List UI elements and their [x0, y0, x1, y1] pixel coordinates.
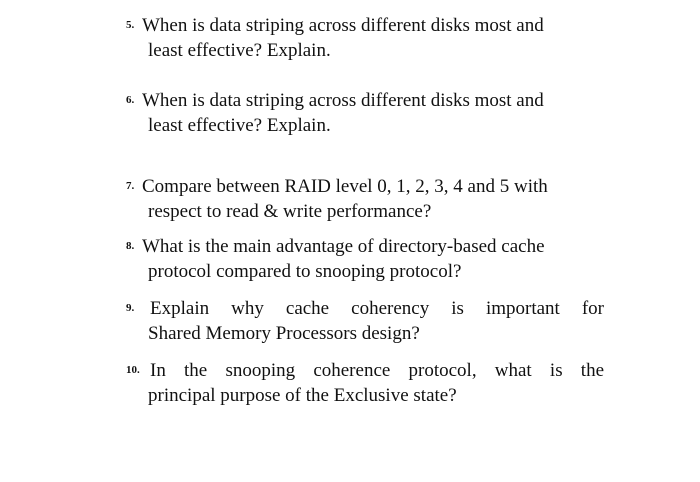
question-7	[126, 174, 601, 224]
question-number: 7.	[126, 180, 135, 192]
question-number: 9.	[126, 302, 135, 314]
question-8	[126, 234, 601, 284]
question-text-line2: least effective? Explain.	[148, 40, 331, 61]
question-text-line1: What is the main advantage of directory-based cache	[142, 236, 545, 257]
question-text-line1: When is data striping across different disks most and	[142, 90, 544, 111]
question-text-line1: When is data striping across different disks most and	[142, 15, 544, 36]
question-text-line2: Shared Memory Processors design?	[148, 323, 420, 344]
question-text-line2: protocol compared to snooping protocol?	[148, 261, 462, 282]
question-text-line1: Compare between RAID level 0, 1, 2, 3, 4 and 5 with	[142, 176, 548, 197]
question-number: 5.	[126, 19, 135, 31]
question-5	[126, 13, 601, 63]
question-number: 10.	[126, 364, 140, 376]
question-text-line1: Explain why cache coherency is important for	[150, 298, 604, 319]
question-text-line2: respect to read & write performance?	[148, 201, 432, 222]
question-number: 6.	[126, 94, 135, 106]
question-text-line2: least effective? Explain.	[148, 115, 331, 136]
question-text-line1: In the snooping coherence protocol, what is the	[150, 360, 604, 381]
question-6	[126, 88, 601, 138]
question-9	[126, 296, 604, 346]
question-text-line2: principal purpose of the Exclusive state?	[148, 385, 457, 406]
question-10	[126, 358, 604, 408]
question-number: 8.	[126, 240, 135, 252]
